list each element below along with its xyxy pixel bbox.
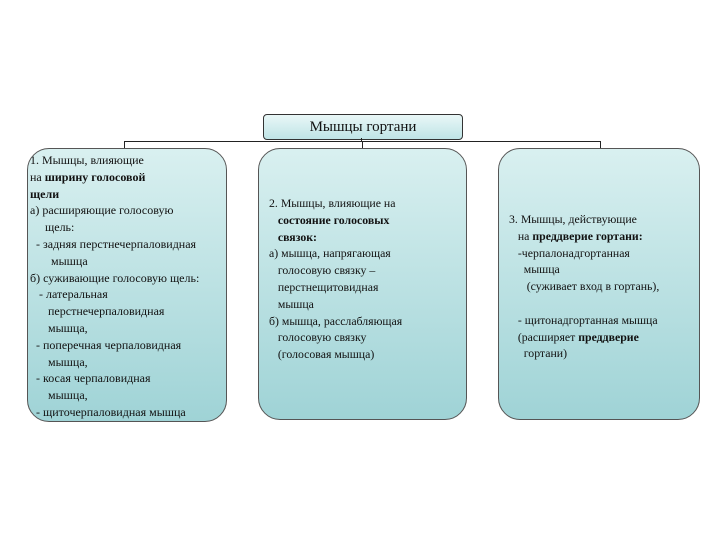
card-line: (расширяет преддверие [517, 329, 639, 344]
bold-phrase: голосовой [91, 169, 146, 184]
card-line: б) суживающие голосовую щель: [30, 270, 200, 285]
card-line: мышца, [48, 354, 88, 369]
card-line: щель: [45, 220, 75, 235]
card-line: б) мышца, расслабляющая [269, 313, 403, 328]
card-line: мышца, [48, 388, 88, 403]
card-line: гортани) [523, 346, 568, 361]
title-box [263, 114, 463, 140]
bold-phrase: гортани: [595, 228, 643, 243]
diagram-title: Мышцы гортани [309, 118, 417, 135]
card-line: голосовую связку – [277, 263, 376, 278]
card-line: перстнечерпаловидная [48, 304, 165, 319]
card-larynx-vestibule [498, 148, 700, 420]
card-line: 3. Мышцы, действующие [509, 212, 637, 226]
card-text [509, 211, 659, 362]
card-line: (голосовая мышца) [277, 347, 375, 362]
card-line [509, 295, 659, 312]
card-line: а) расширяющие голосовую [30, 203, 174, 218]
bold-phrase: голосовых [333, 212, 390, 227]
card-line: - щиточерпаловидная мышца [36, 404, 186, 419]
card-text [30, 152, 199, 421]
card-line: 1. Мышцы, влияющие [30, 153, 144, 167]
card-line: мышца [277, 296, 314, 311]
card-line: (суживает вход в гортань), [526, 279, 660, 294]
bold-phrase: преддверие [532, 228, 593, 243]
card-vocal-slit-width [27, 148, 227, 422]
card-line: а) мышца, напрягающая [269, 246, 391, 261]
card-line [269, 212, 402, 229]
bold-phrase: связок: [277, 229, 317, 244]
card-text [269, 195, 402, 363]
card-line: на ширину голосовой [30, 169, 146, 184]
card-line: - щитонадгортанная мышца [517, 312, 658, 327]
card-line: -черпалонадгортанная [517, 245, 630, 260]
card-line: 2. Мышцы, влияющие на [269, 196, 396, 210]
card-line [269, 229, 402, 246]
card-line: - задняя перстнечерпаловидная [36, 236, 197, 251]
card-line: - косая черпаловидная [36, 371, 151, 386]
bold-phrase: преддверие [578, 329, 639, 344]
bold-phrase: состояние [277, 212, 331, 227]
card-line: на преддверие гортани: [517, 228, 643, 243]
card-line: голосовую связку [277, 330, 367, 345]
card-line [30, 186, 199, 203]
bold-phrase: щели [30, 186, 60, 201]
bold-phrase: ширину [44, 169, 89, 184]
card-line: мышца [51, 253, 88, 268]
card-line: - поперечная черпаловидная [36, 337, 182, 352]
card-line: - латеральная [39, 287, 108, 302]
card-line: мышца [523, 262, 560, 277]
card-line: перстнещитовидная [277, 279, 379, 294]
card-line: мышца, [48, 320, 88, 335]
card-vocal-cord-state [258, 148, 467, 420]
